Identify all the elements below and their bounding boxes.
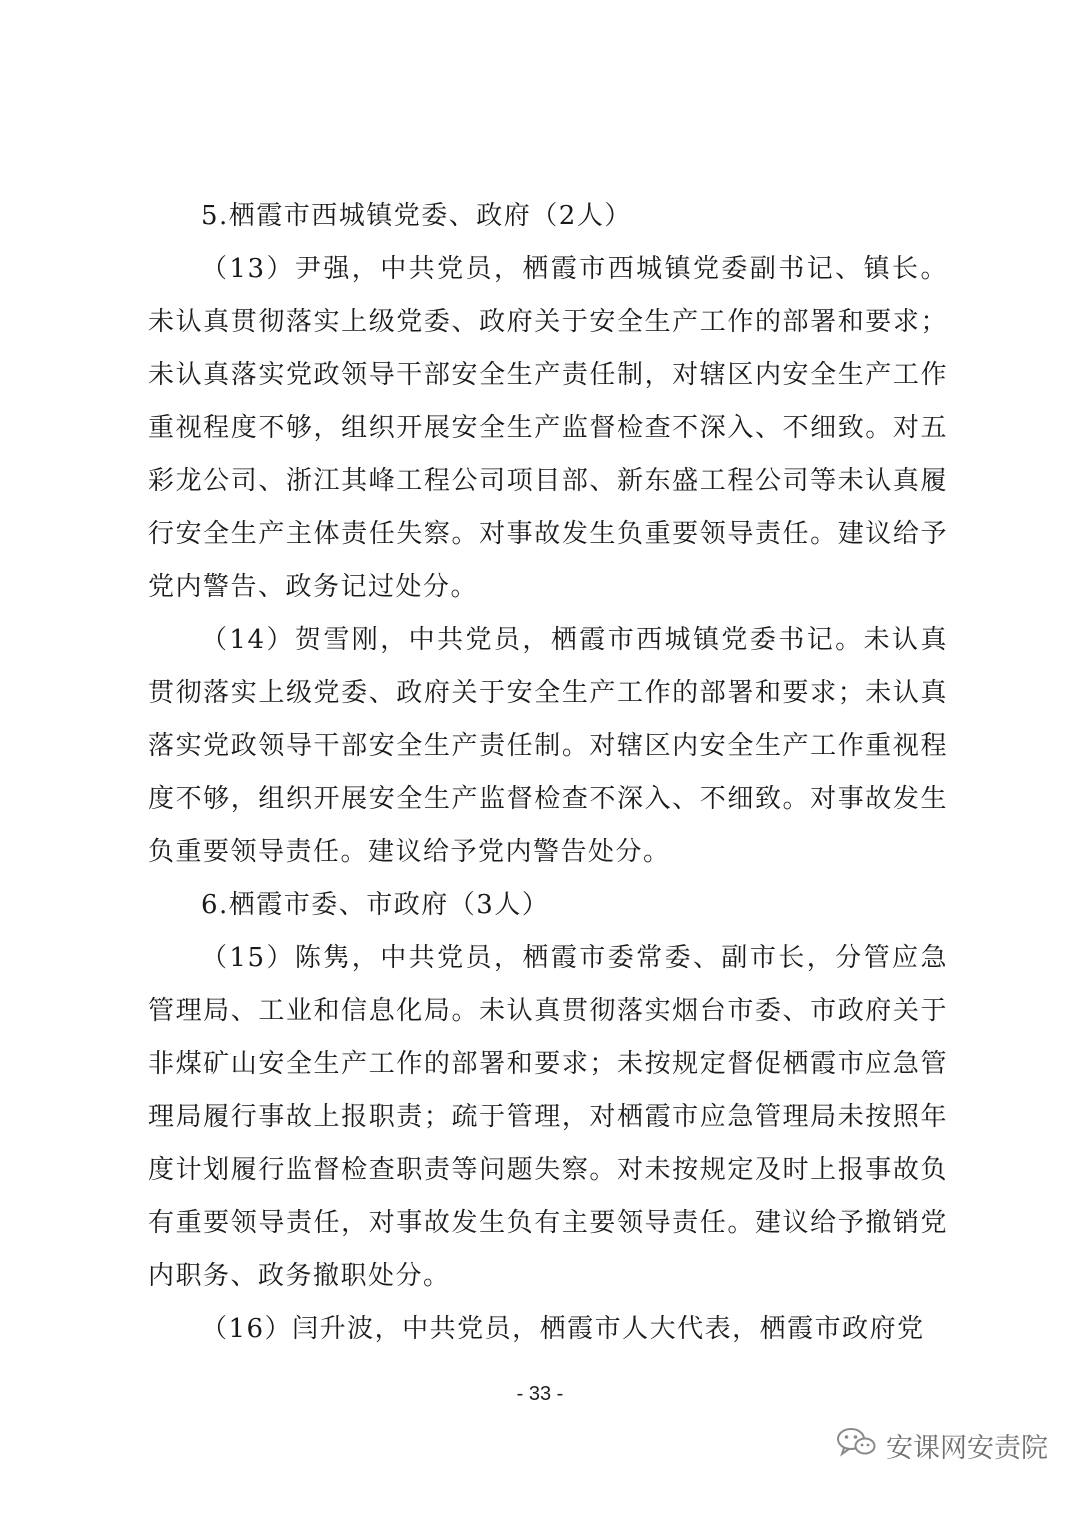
- paragraph: （13）尹强，中共党员，栖霞市西城镇党委副书记、镇长。未认真贯彻落实上级党委、政府关于安全生产工作的部署和要求；未认真落实党政领导干部安全生产责任制，对辖区内安全生产工作重视程度不够，组织开展安全生产监督检查不深入、不细致。对五彩龙公司、浙江其峰工程公司项目部、新东盛工程公司等未认真履行安全生产主体责任失察。对事故发生负重要领导责任。建议给予党内警告、政务记过处分。: [148, 254, 948, 602]
- wechat-icon: [836, 1427, 876, 1464]
- watermark-text: 安课网安责院: [886, 1433, 1048, 1464]
- paragraph: （14）贺雪刚，中共党员，栖霞市西城镇党委书记。未认真贯彻落实上级党委、政府关于安全生产工作的部署和要求；未认真落实党政领导干部安全生产责任制。对辖区内安全生产工作重视程度不够，组织开展安全生产监督检查不深入、不细致。对事故发生负重要领导责任。建议给予党内警告处分。: [148, 625, 948, 867]
- page-number: - 33 -: [516, 1383, 564, 1405]
- section-heading: 5.栖霞市西城镇党委、政府（2人）: [201, 201, 632, 231]
- paragraph: （16）闫升波，中共党员，栖霞市人大代表，栖霞市政府党: [201, 1314, 925, 1344]
- document-body: [148, 190, 948, 1356]
- paragraph: （15）陈隽，中共党员，栖霞市委常委、副市长，分管应急管理局、工业和信息化局。未认真贯彻落实烟台市委、市政府关于非煤矿山安全生产工作的部署和要求；未按规定督促栖霞市应急管理局履行事故上报职责；疏于管理，对栖霞市应急管理局未按照年度计划履行监督检查职责等问题失察。对未按规定及时上报事故负有重要领导责任，对事故发生负有主要领导责任。建议给予撤销党内职务、政务撤职处分。: [148, 943, 948, 1291]
- section-heading: 6.栖霞市委、市政府（3人）: [201, 890, 550, 920]
- watermark: [836, 1426, 1048, 1465]
